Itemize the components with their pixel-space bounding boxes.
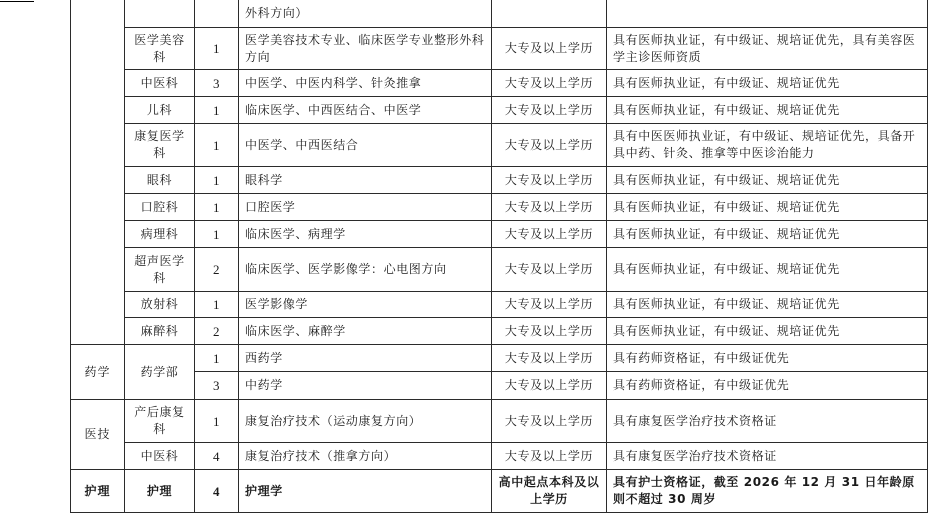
req-cell: 具有医师执业证，有中级证、规培证优先，具有美容医学主诊医师资质 — [607, 28, 928, 70]
dept-cell: 眼科 — [125, 167, 195, 194]
edu-cell: 大专及以上学历 — [492, 167, 607, 194]
req-cell: 具有康复医学治疗技术资格证 — [607, 443, 928, 470]
edu-cell: 大专及以上学历 — [492, 400, 607, 443]
count-cell: 3 — [195, 372, 239, 400]
category-cell: 医技 — [71, 400, 125, 470]
category-cell: 药学 — [71, 345, 125, 400]
edu-cell: 大专及以上学历 — [492, 248, 607, 292]
req-cell: 具有医师执业证，有中级证、规培证优先 — [607, 221, 928, 248]
req-cell: 具有医师执业证，有中级证、规培证优先 — [607, 194, 928, 221]
major-cell: 口腔医学 — [239, 194, 492, 221]
req-cell: 具有中医医师执业证，有中级证、规培证优先，具备开具中药、针灸、推拿等中医诊治能力 — [607, 124, 928, 167]
count-cell: 1 — [195, 124, 239, 167]
major-cell: 中药学 — [239, 372, 492, 400]
major-cell: 临床医学、医学影像学：心电图方向 — [239, 248, 492, 292]
major-cell: 康复治疗技术（运动康复方向） — [239, 400, 492, 443]
header-rule — [0, 1, 34, 2]
recruitment-table — [70, 0, 928, 513]
table-row — [71, 70, 928, 97]
req-cell: 具有医师执业证，有中级证、规培证优先 — [607, 248, 928, 292]
dept-cell: 儿科 — [125, 97, 195, 124]
table-row — [71, 0, 928, 28]
count-cell: 1 — [195, 345, 239, 372]
dept-cell: 医学美容科 — [125, 28, 195, 70]
dept-cell: 护理 — [125, 470, 195, 513]
major-cell: 中医学、中医内科学、针灸推拿 — [239, 70, 492, 97]
req-cell: 具有药师资格证，有中级证优先 — [607, 372, 928, 400]
table-row — [71, 470, 928, 513]
major-cell: 外科方向） — [239, 0, 492, 28]
major-cell: 临床医学、麻醉学 — [239, 318, 492, 345]
req-cell: 具有医师执业证，有中级证、规培证优先 — [607, 70, 928, 97]
major-cell: 中医学、中西医结合 — [239, 124, 492, 167]
req-cell: 具有护士资格证，截至 2026 年 12 月 31 日年龄原则不超过 30 周岁 — [607, 470, 928, 513]
dept-cell: 病理科 — [125, 221, 195, 248]
table-row — [71, 292, 928, 318]
table-row — [71, 167, 928, 194]
major-cell: 康复治疗技术（推拿方向） — [239, 443, 492, 470]
count-cell: 4 — [195, 470, 239, 513]
table-row — [71, 248, 928, 292]
count-cell: 1 — [195, 194, 239, 221]
req-cell: 具有医师执业证，有中级证、规培证优先 — [607, 97, 928, 124]
table-row — [71, 28, 928, 70]
req-cell: 具有康复医学治疗技术资格证 — [607, 400, 928, 443]
dept-cell: 麻醉科 — [125, 318, 195, 345]
edu-cell: 高中起点本科及以上学历 — [492, 470, 607, 513]
req-cell: 具有医师执业证，有中级证、规培证优先 — [607, 318, 928, 345]
major-cell: 医学影像学 — [239, 292, 492, 318]
dept-cell: 药学部 — [125, 345, 195, 400]
dept-cell — [125, 0, 195, 28]
count-cell — [195, 0, 239, 28]
table-row — [71, 372, 928, 400]
table-row — [71, 194, 928, 221]
edu-cell: 大专及以上学历 — [492, 292, 607, 318]
table-row — [71, 124, 928, 167]
table-row — [71, 97, 928, 124]
edu-cell: 大专及以上学历 — [492, 194, 607, 221]
major-cell: 眼科学 — [239, 167, 492, 194]
dept-cell: 产后康复科 — [125, 400, 195, 443]
count-cell: 1 — [195, 97, 239, 124]
table-row — [71, 318, 928, 345]
dept-cell: 放射科 — [125, 292, 195, 318]
dept-cell: 康复医学科 — [125, 124, 195, 167]
major-cell: 医学美容技术专业、临床医学专业整形外科方向 — [239, 28, 492, 70]
category-cell: 护理 — [71, 470, 125, 513]
req-cell: 具有医师执业证，有中级证、规培证优先 — [607, 292, 928, 318]
count-cell: 1 — [195, 167, 239, 194]
req-cell: 具有医师执业证，有中级证、规培证优先 — [607, 167, 928, 194]
count-cell: 1 — [195, 292, 239, 318]
category-cell — [71, 0, 125, 345]
table-row — [71, 443, 928, 470]
table-row — [71, 221, 928, 248]
count-cell: 2 — [195, 318, 239, 345]
major-cell: 临床医学、病理学 — [239, 221, 492, 248]
req-cell — [607, 0, 928, 28]
edu-cell — [492, 0, 607, 28]
dept-cell: 中医科 — [125, 70, 195, 97]
count-cell: 1 — [195, 400, 239, 443]
count-cell: 1 — [195, 221, 239, 248]
edu-cell: 大专及以上学历 — [492, 372, 607, 400]
edu-cell: 大专及以上学历 — [492, 70, 607, 97]
major-cell: 临床医学、中西医结合、中医学 — [239, 97, 492, 124]
count-cell: 2 — [195, 248, 239, 292]
table-row — [71, 345, 928, 372]
edu-cell: 大专及以上学历 — [492, 124, 607, 167]
dept-cell: 中医科 — [125, 443, 195, 470]
table-row — [71, 400, 928, 443]
major-cell: 护理学 — [239, 470, 492, 513]
edu-cell: 大专及以上学历 — [492, 443, 607, 470]
edu-cell: 大专及以上学历 — [492, 318, 607, 345]
dept-cell: 口腔科 — [125, 194, 195, 221]
major-cell: 西药学 — [239, 345, 492, 372]
count-cell: 3 — [195, 70, 239, 97]
count-cell: 4 — [195, 443, 239, 470]
dept-cell: 超声医学科 — [125, 248, 195, 292]
edu-cell: 大专及以上学历 — [492, 28, 607, 70]
edu-cell: 大专及以上学历 — [492, 97, 607, 124]
count-cell: 1 — [195, 28, 239, 70]
edu-cell: 大专及以上学历 — [492, 345, 607, 372]
edu-cell: 大专及以上学历 — [492, 221, 607, 248]
req-cell: 具有药师资格证，有中级证优先 — [607, 345, 928, 372]
